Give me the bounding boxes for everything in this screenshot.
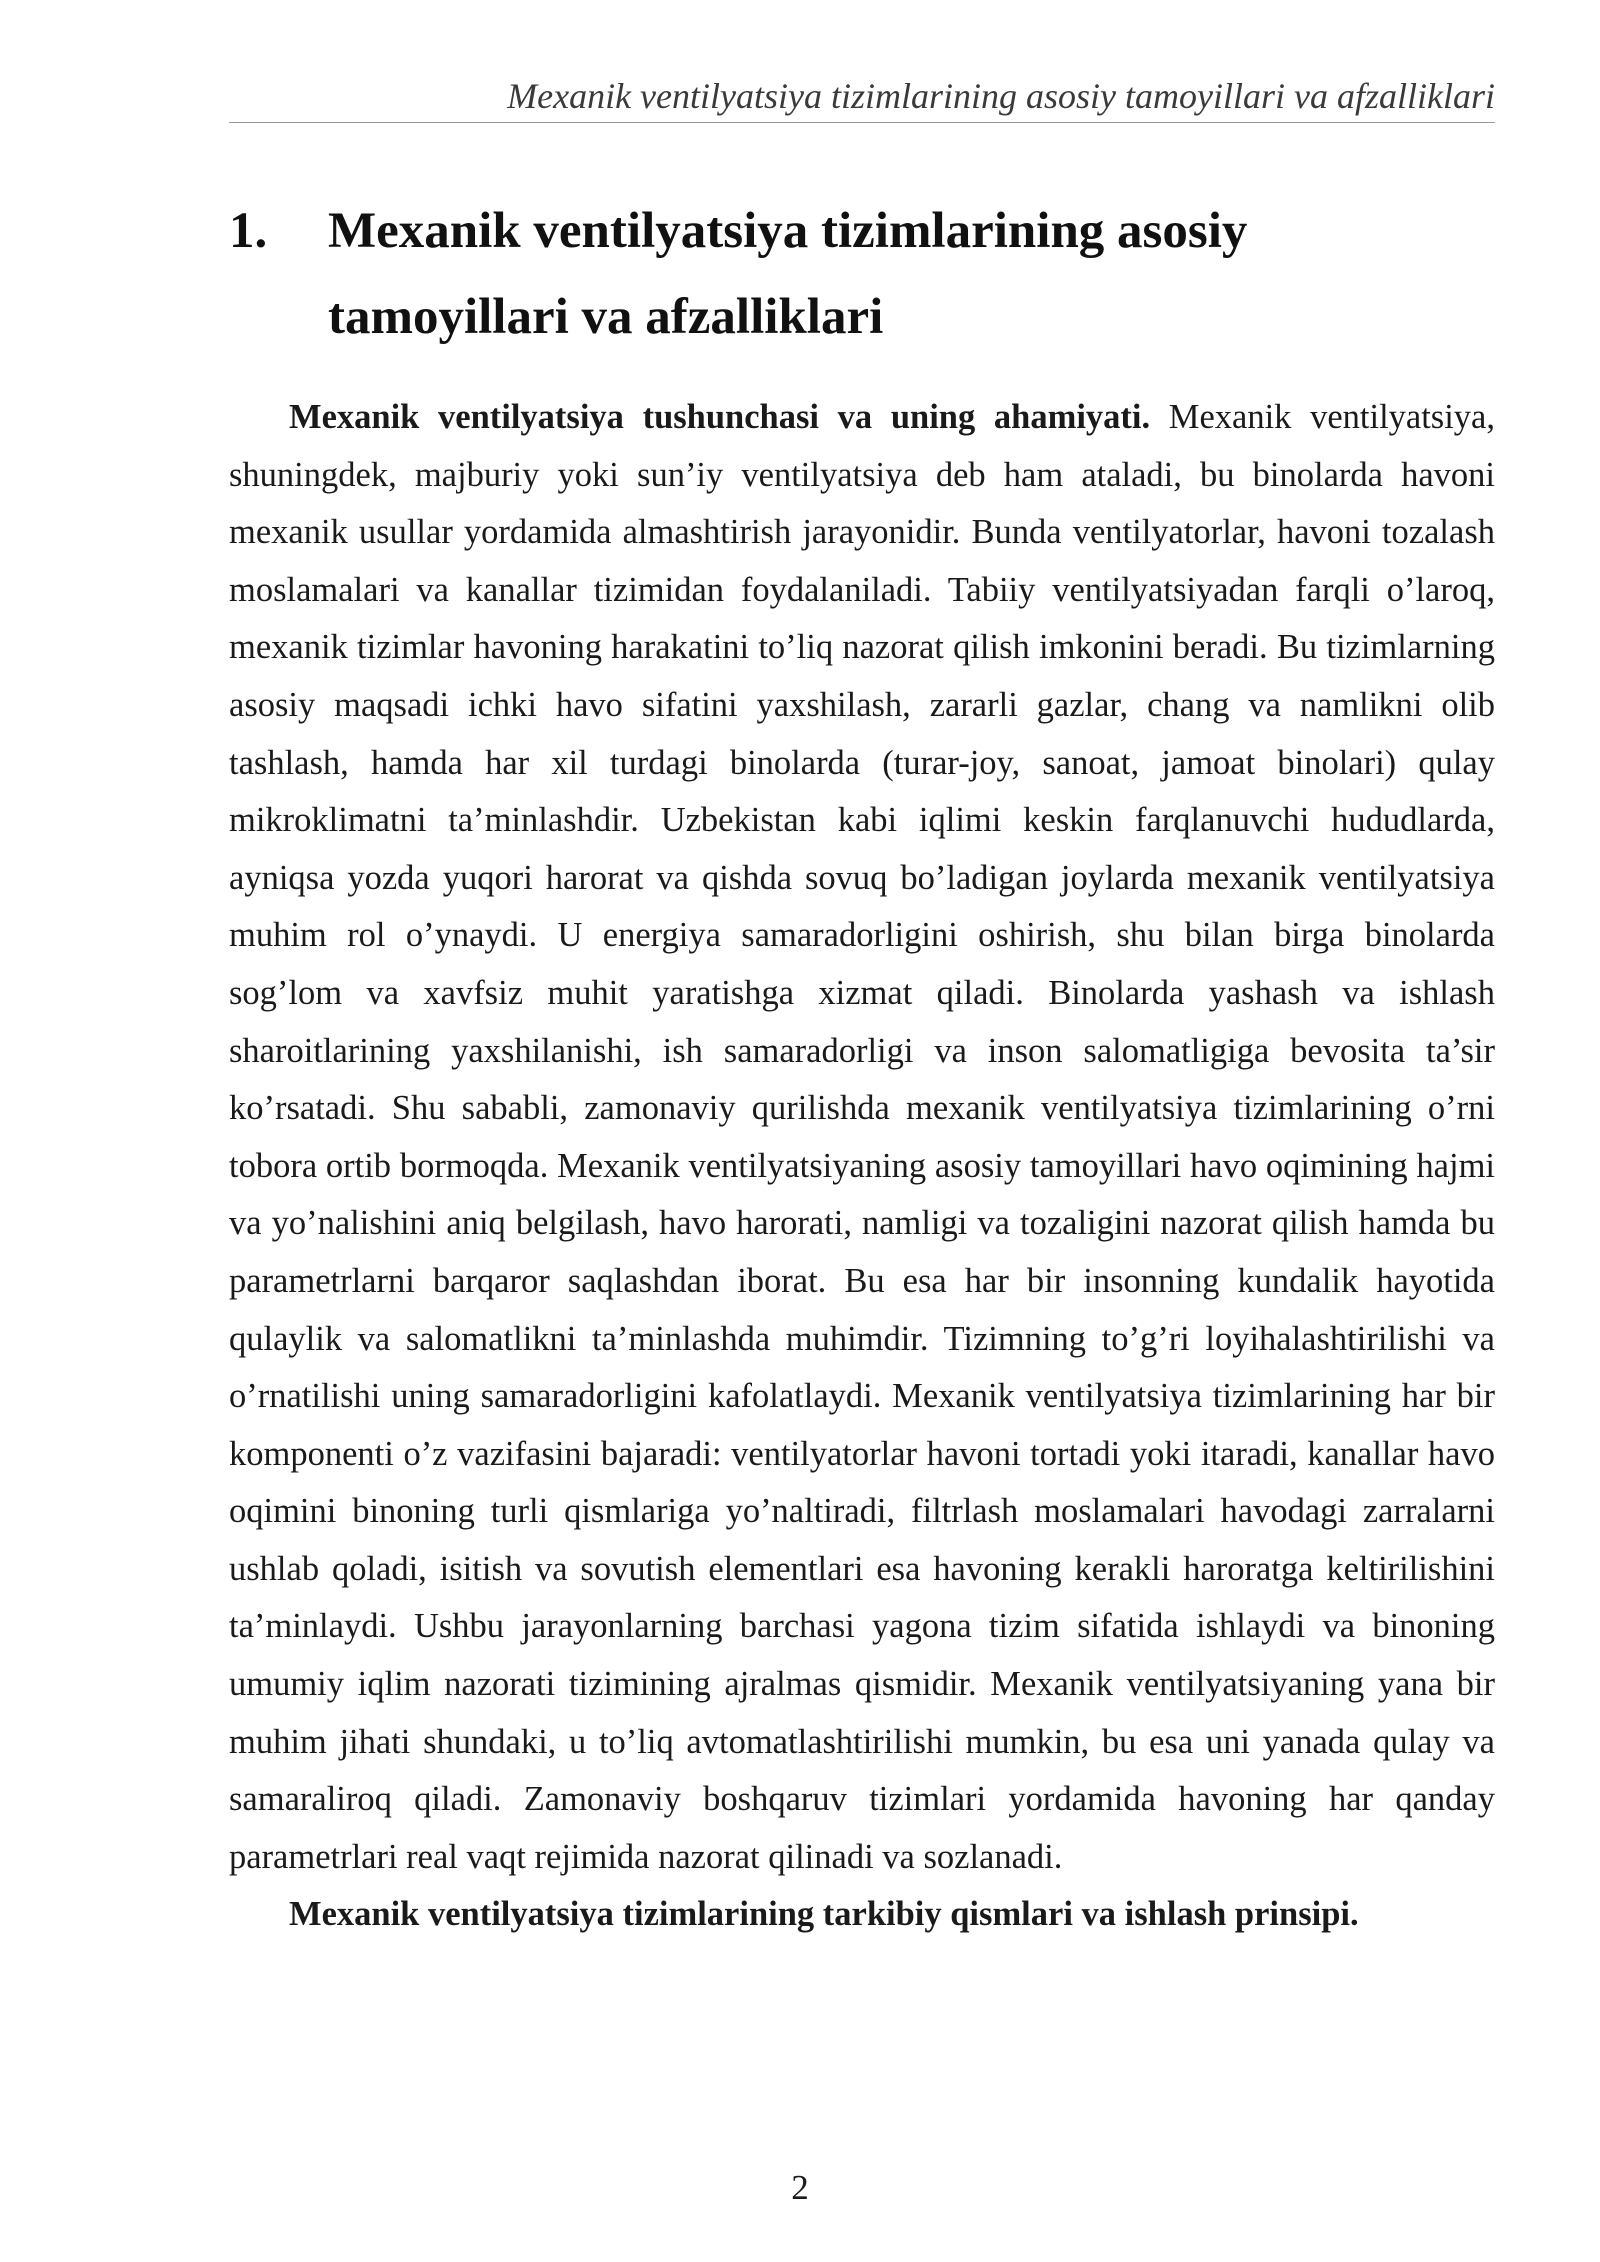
page-number: 2: [791, 2168, 809, 2207]
body-text: [229, 389, 1495, 1944]
body-paragraph: [229, 389, 1495, 1886]
section-subheading: Mexanik ventilyatsiya tizimlarining tarkibiy qismlari va ishlash prinsipi.: [289, 1895, 1359, 1934]
paragraph-lead: Mexanik ventilyatsiya tushunchasi va uning ahamiyati.: [289, 398, 1151, 436]
chapter-title: Mexanik ventilyatsiya tizimlarining asosiy tamoyillari va afzalliklari: [328, 203, 1248, 345]
paragraph-text: Mexanik ventilyatsiya, shuningdek, majburiy yoki sun’iy ventilyatsiya deb ham ataladi, bu binolarda havoni mexanik usullar yordamida almashtirish jarayonidir. Bunda ventilyatorlar, havoni tozalash moslamalari va kanallar tizimidan foydalaniladi. Tabiiy ventilyatsiyadan farqli o’laroq, mexanik tizimlar havoning harakatini to’liq nazorat qilish imkonini beradi. Bu tizimlarning asosiy maqsadi ichki havo sifatini yaxshilash, zararli gazlar, chang va namlikni olib tashlash, hamda har xil turdagi binolarda (turar-joy, sanoat, jamoat binolari) qulay mikroklimatni ta’minlashdir. Uzbekistan kabi iqlimi keskin farqlanuvchi hududlarda, ayniqsa yozda yuqori harorat va qishda sovuq bo’ladigan joylarda mexanik ventilyatsiya muhim rol o’ynaydi. U energiya samaradorligini oshirish, shu bilan birga binolarda sog’lom va xavfsiz muhit yaratishga xizmat qiladi. Binolarda yashash va ishlash sharoitlarining yaxshilanishi, ish samaradorligi va inson salomatligiga bevosita ta’sir ko’rsatadi. Shu sababli, zamonaviy qurilishda mexanik ventilyatsiya tizimlarining o’rni tobora ortib bormoqda. Mexanik ventilyatsiyaning asosiy tamoyillari havo oqimining hajmi va yo’nalishini aniq belgilash, havo harorati, namligi va tozaligini nazorat qilish hamda bu parametrlarni barqaror saqlashdan iborat. Bu esa har bir insonning kundalik hayotida qulaylik va salomatlikni ta’minlashda muhimdir. Tizimning to’g’ri loyihalashtirilishi va o’rnatilishi uning samaradorligini kafolatlaydi. Mexanik ventilyatsiya tizimlarining har bir komponenti o’z vazifasini bajaradi: ventilyatorlar havoni tortadi yoki itaradi, kanallar havo oqimini binoning turli qismlariga yo’naltiradi, filtrlash moslamalari havodagi zarralarni ushlab qoladi, isitish va sovutish elementlari esa havoning kerakli haroratga keltirilishini ta’minlaydi. Ushbu jarayonlarning barchasi yagona tizim sifatida ishlaydi va binoning umumiy iqlim nazorati tizimining ajralmas qismidir. Mexanik ventilyatsiyaning yana bir muhim jihati shundaki, u to’liq avtomatlashtirilishi mumkin, bu esa uni yanada qulay va samaraliroq qiladi. Zamonaviy boshqaruv tizimlari yordamida havoning har qanday parametrlari real vaqt rejimida nazorat qilinadi va sozlanadi.: [229, 398, 1495, 1876]
chapter-number: 1.: [229, 203, 268, 259]
chapter-heading: [229, 188, 1495, 360]
header-divider: [229, 122, 1495, 123]
running-header: Mexanik ventilyatsiya tizimlarining asosiy tamoyillari va afzalliklari: [507, 76, 1495, 116]
